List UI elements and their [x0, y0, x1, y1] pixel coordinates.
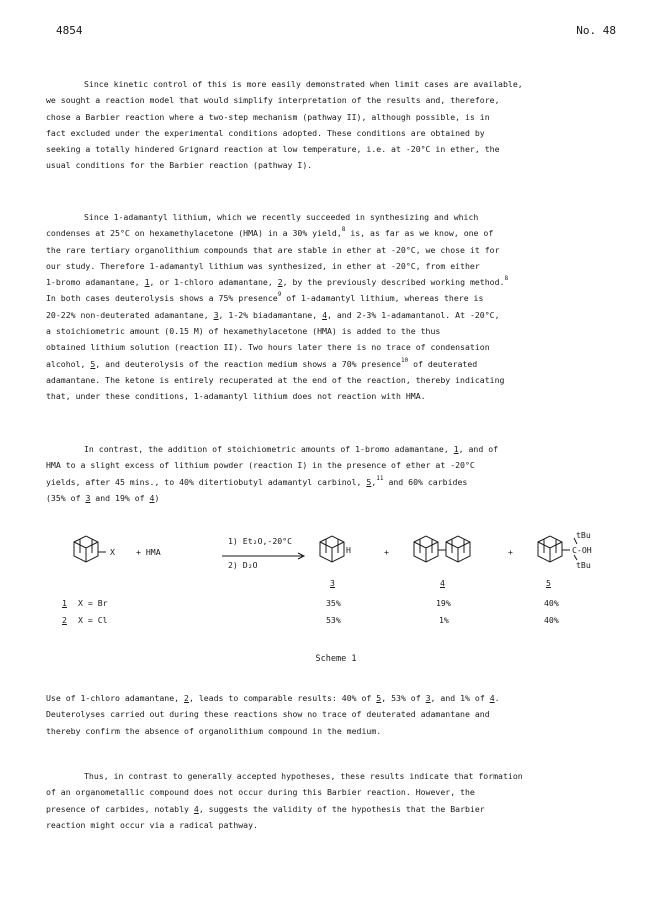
yield-3-row-1: 35%	[326, 598, 341, 608]
product-5-carbinol: C-OH	[572, 545, 592, 555]
text-line: usual conditions for the Barbier reaction (pathway I).	[46, 160, 313, 171]
paragraph-contrast-results	[46, 441, 626, 506]
compound-ref-5: 5	[376, 693, 382, 703]
compound-label-4: 4	[440, 578, 445, 588]
text-line: thereby confirm the absence of organolithium compound in the medium.	[46, 725, 382, 736]
reference-9: 9	[277, 291, 282, 299]
reference-8: 8	[504, 275, 509, 283]
plus-sign: +	[384, 547, 389, 557]
compound-ref-1: 1	[453, 444, 459, 454]
compound-ref-5: 5	[366, 476, 372, 487]
paragraph-kinetic-control	[46, 76, 626, 174]
compound-ref-3: 3	[425, 693, 431, 703]
reaction-condition-2: 2) D₂O	[228, 560, 258, 570]
reagent-hma: + HMA	[136, 547, 161, 557]
compound-ref-5: 5	[90, 358, 96, 369]
text-line: Thus, in contrast to generally accepted hypotheses, these results indicate that formation	[84, 771, 523, 781]
scheme-caption: Scheme 1	[315, 654, 357, 664]
scheme-structures	[46, 524, 626, 654]
reaction-scheme	[46, 524, 626, 664]
reference-8: 8	[341, 226, 346, 234]
text-line: alcohol, 5, and deuterolysis of the reaction medium shows a 70% presence$^{10}$ of deuterated	[46, 356, 478, 369]
text-line: chose a Barbier reaction where a two-step mechanism (pathway II), although possible, is in	[46, 111, 490, 122]
compound-ref-2: 2	[277, 277, 283, 288]
compound-ref-1: 1	[144, 277, 150, 288]
text-line: seeking a totally hindered Grignard reaction at low temperature, i.e. at -20°C in ether, the	[46, 144, 500, 155]
adamantane-reactant-structure	[74, 536, 98, 562]
text-line: fact excluded under the experimental conditions adopted. These conditions are obtained by	[46, 127, 485, 138]
compound-label-5: 5	[546, 578, 551, 588]
paragraph-conclusion	[46, 768, 626, 833]
text-line: the rare tertiary organolithium compounds that are stable in ether at -20°C, we chose it for	[46, 244, 500, 255]
compound-ref-4: 4	[489, 693, 495, 703]
text-line: condenses at 25°C on hexamethylacetone (HMA) in a 30% yield,$^8$ is, as far as we know, one of	[46, 226, 494, 239]
yield-4-row-2: 1%	[439, 615, 449, 625]
journal-issue-number: No. 48	[576, 24, 616, 37]
yield-5-row-1: 40%	[544, 598, 559, 608]
compound-ref-2: 2	[184, 693, 189, 703]
reference-10: 10	[400, 356, 409, 364]
yield-3-row-2: 53%	[326, 615, 341, 625]
text-line: yields, after 45 mins., to 40% ditertiobutyl adamantyl carbinol, 5,11 and 60% carbides	[46, 474, 468, 487]
plus-sign: +	[508, 547, 513, 557]
paragraph-chloro-results	[46, 690, 626, 739]
text-line: Deuterolyses carried out during these reactions show no trace of deuterated adamantane and	[46, 709, 490, 720]
text-line: we sought a reaction model that would simplify interpretation of the results and, therefore,	[46, 95, 500, 106]
row-1-compound: 1	[62, 598, 67, 608]
text-line: Since kinetic control of this is more easily demonstrated when limit cases are available,	[84, 79, 523, 89]
compound-ref-3: 3	[85, 492, 91, 503]
text-line: HMA to a slight excess of lithium powder (reaction I) in the presence of ether at -20°C	[46, 460, 475, 471]
yield-5-row-2: 40%	[544, 615, 559, 625]
reaction-condition-1: 1) Et₂O,-20°C	[228, 536, 293, 546]
reactant-substituent-x: X	[110, 547, 115, 557]
text-line: adamantane. The ketone is entirely recuperated at the end of the reaction, thereby indicating	[46, 374, 505, 385]
text-line: our study. Therefore 1-adamantyl lithium was synthesized, in ether at -20°C, from either	[46, 260, 480, 271]
row-1-substituent: X = Br	[78, 598, 108, 608]
text-line: 1-bromo adamantane, 1, or 1-chloro adamantane, 2, by the previously described working method.$^8$	[46, 275, 509, 288]
text-line: presence of carbides, notably 4, suggests the validity of the hypothesis that the Barbier	[46, 803, 485, 814]
product-3-hydrogen: H	[346, 545, 351, 555]
compound-ref-4: 4	[322, 309, 327, 320]
row-2-substituent: X = Cl	[78, 615, 108, 625]
product-5-tbu-top: tBu	[576, 530, 591, 540]
text-line: reaction might occur via a radical pathway.	[46, 819, 258, 830]
adamantane-product-3-structure	[320, 536, 344, 562]
compound-ref-4: 4	[149, 492, 155, 503]
text-line: of an organometallic compound does not occur during this Barbier reaction. However, the	[46, 787, 475, 798]
yield-4-row-1: 19%	[436, 598, 451, 608]
page-header	[56, 24, 616, 42]
text-line: In both cases deuterolysis shows a 75% presence$^9$ of 1-adamantyl lithium, whereas there is	[46, 291, 484, 304]
text-line: Use of 1-chloro adamantane, 2, leads to comparable results: 40% of 5, 53% of 3, and 1% of 4.	[46, 693, 500, 703]
product-5-tbu-bottom: tBu	[576, 560, 591, 570]
text-line: Since 1-adamantyl lithium, which we recently succeeded in synthesizing and which	[84, 212, 479, 222]
text-line: (35% of 3 and 19% of 4)	[46, 492, 160, 503]
biadamantane-product-4-structure	[414, 536, 470, 562]
reference-11: 11	[376, 474, 384, 482]
text-line: that, under these conditions, 1-adamantyl lithium does not reaction with HMA.	[46, 391, 426, 402]
row-2-compound: 2	[62, 615, 67, 625]
text-line: 20-22% non-deuterated adamantane, 3, 1-2% biadamantane, 4, and 2-3% 1-adamantanol. At -20°C,	[46, 309, 500, 320]
text-line: obtained lithium solution (reaction II). Two hours later there is no trace of condensation	[46, 342, 490, 353]
text-line: a stoichiometric amount (0.15 M) of hexamethylacetone (HMA) is added to the thus	[46, 326, 441, 337]
page-number: 4854	[56, 24, 83, 37]
compound-ref-3: 3	[213, 309, 219, 320]
text-line: In contrast, the addition of stoichiometric amounts of 1-bromo adamantane, 1, and of	[84, 444, 499, 454]
compound-label-3: 3	[330, 578, 335, 588]
compound-ref-4: 4	[193, 803, 199, 814]
paragraph-adamantyl-lithium	[46, 209, 626, 405]
